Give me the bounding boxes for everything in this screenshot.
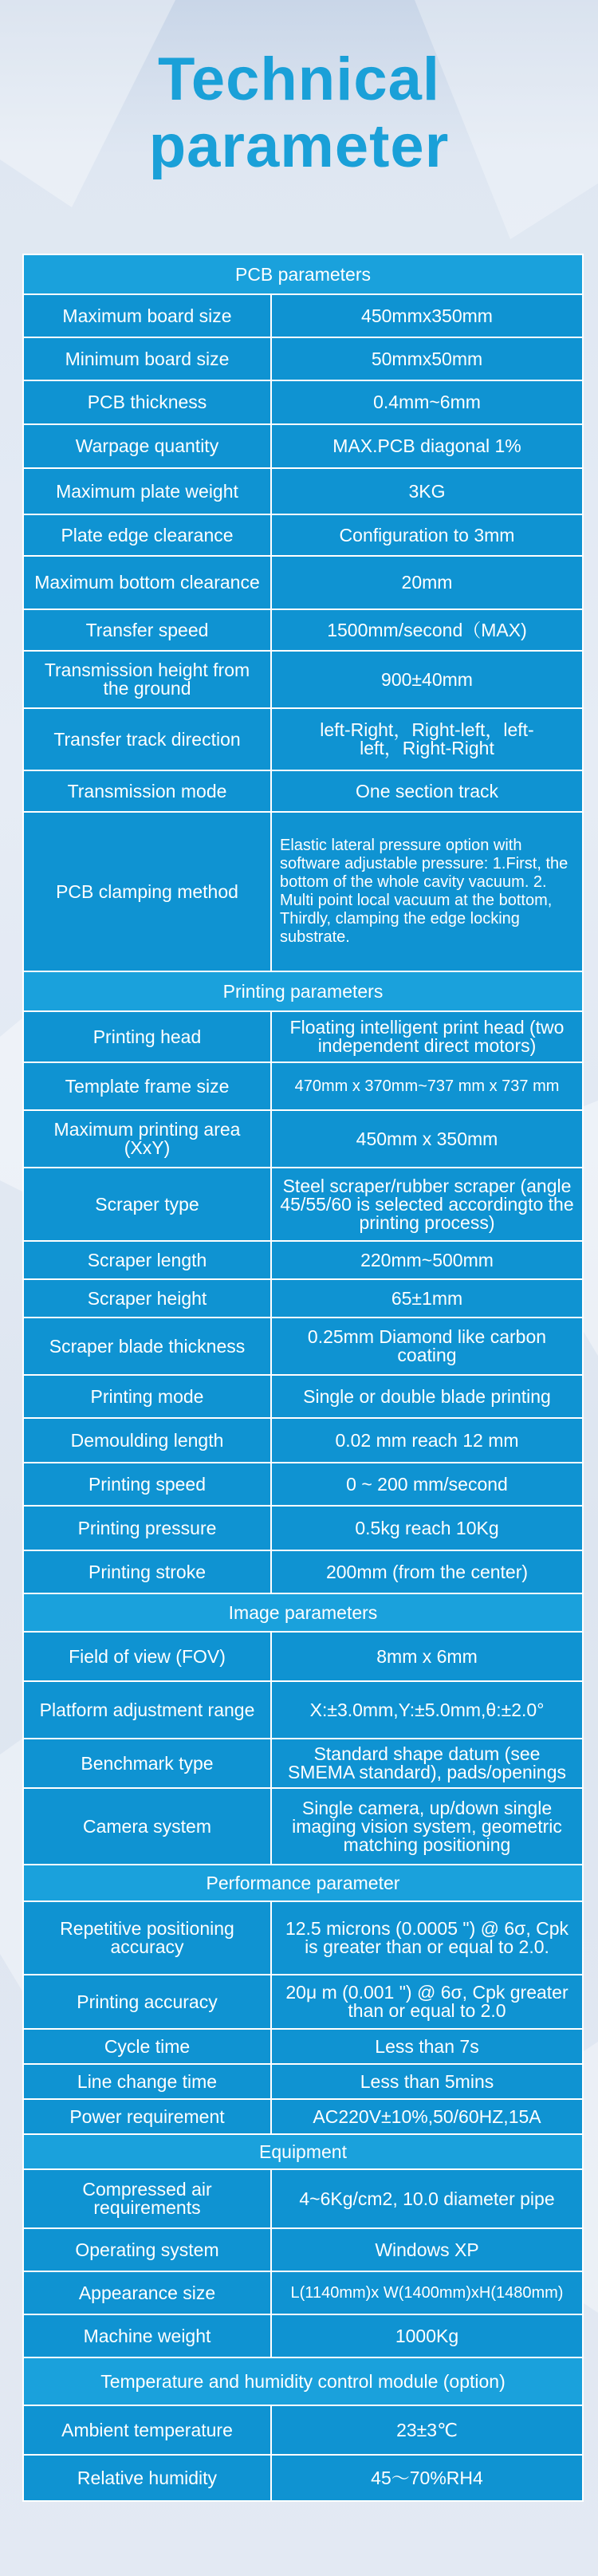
param-label: Cycle time xyxy=(24,2030,272,2063)
page-title xyxy=(0,46,598,180)
param-label: Maximum printing area (XxY) xyxy=(24,1111,272,1167)
table-row xyxy=(24,425,582,469)
section-header-equipment xyxy=(24,2135,582,2170)
table-row xyxy=(24,1682,582,1739)
param-value: 0 ~ 200 mm/second xyxy=(346,1473,508,1495)
param-value: Configuration to 3mm xyxy=(339,524,515,546)
param-value: 1500mm/second（MAX) xyxy=(327,619,527,640)
param-value: Less than 5mins xyxy=(360,2070,494,2092)
section-heading: Printing parameters xyxy=(222,980,384,1002)
param-label: Printing head xyxy=(24,1012,272,1062)
param-value: 45～70%RH4 xyxy=(371,2467,483,2488)
table-row xyxy=(24,1376,582,1419)
param-label: Ambient temperature xyxy=(24,2406,272,2454)
param-value: 0.25mm Diamond like carbon coating xyxy=(307,1326,547,1365)
param-label: Warpage quantity xyxy=(24,425,272,467)
param-value: 0.5kg reach 10Kg xyxy=(355,1517,499,1538)
param-value: 65±1mm xyxy=(391,1287,463,1309)
title-line-2: parameter xyxy=(148,112,450,180)
table-row xyxy=(24,1063,582,1111)
table-row xyxy=(24,1463,582,1507)
param-label: Transmission mode xyxy=(24,771,272,811)
table-row xyxy=(24,1551,582,1594)
param-value: AC220V±10%,50/60HZ,15A xyxy=(313,2105,541,2127)
param-label: Printing accuracy xyxy=(24,1975,272,2028)
param-value: Less than 7s xyxy=(375,2035,479,2057)
param-label: Appearance size xyxy=(24,2272,272,2314)
param-label: Power requirement xyxy=(24,2100,272,2133)
param-label: Scraper height xyxy=(24,1280,272,1317)
section-heading: PCB parameters xyxy=(234,263,371,285)
param-label: PCB clamping method xyxy=(24,813,272,971)
param-label: Maximum board size xyxy=(24,295,272,337)
param-value: 20μ m (0.001 ") @ 6σ, Cpk greater than or equal to 2.0 xyxy=(285,1982,568,2021)
parameter-table xyxy=(22,254,584,2502)
table-row xyxy=(24,610,582,652)
param-label: Field of view (FOV) xyxy=(24,1633,272,1680)
table-row xyxy=(24,557,582,610)
param-value: 12.5 microns (0.0005 ") @ 6σ, Cpk is greater than or equal to 2.0. xyxy=(285,1918,569,1957)
param-value: X:±3.0mm,Y:±5.0mm,θ:±2.0° xyxy=(309,1699,545,1720)
table-row xyxy=(24,1318,582,1376)
param-label: Benchmark type xyxy=(24,1739,272,1787)
table-row xyxy=(24,2030,582,2065)
param-value: 470mm x 370mm~737 mm x 737 mm xyxy=(294,1077,560,1095)
table-row xyxy=(24,652,582,709)
param-value: 1000Kg xyxy=(395,2325,459,2346)
param-value: 23±3℃ xyxy=(396,2419,458,2440)
table-row xyxy=(24,1902,582,1975)
param-value: One section track xyxy=(356,780,498,802)
section-heading: Image parameters xyxy=(228,1601,378,1623)
param-value: 50mmx50mm xyxy=(371,348,483,369)
param-label: Transmission height from the ground xyxy=(24,652,272,707)
param-value: 8mm x 6mm xyxy=(376,1645,478,1667)
param-value: 4~6Kg/cm2, 10.0 diameter pipe xyxy=(299,2188,555,2209)
table-row xyxy=(24,1975,582,2030)
table-row xyxy=(24,2272,582,2315)
param-label: Template frame size xyxy=(24,1063,272,1109)
table-row xyxy=(24,771,582,813)
param-value: 900±40mm xyxy=(381,668,473,690)
param-value: Floating intelligent print head (two independent direct motors) xyxy=(289,1017,565,1056)
param-label: Transfer track direction xyxy=(24,709,272,770)
table-row xyxy=(24,1739,582,1789)
title-line-1: Technical xyxy=(158,45,440,113)
param-value: MAX.PCB diagonal 1% xyxy=(332,435,521,456)
param-value: Steel scraper/rubber scraper (angle 45/55/60 is selected accordingto the printing process) xyxy=(280,1175,574,1233)
param-label: Transfer speed xyxy=(24,610,272,650)
param-value: 3KG xyxy=(408,480,446,502)
param-value: Single or double blade printing xyxy=(303,1385,551,1407)
param-label: Machine weight xyxy=(24,2315,272,2357)
section-header-image xyxy=(24,1594,582,1633)
param-label: Relative humidity xyxy=(24,2456,272,2500)
param-label: Printing pressure xyxy=(24,1507,272,1550)
param-label: Operating system xyxy=(24,2229,272,2271)
table-row xyxy=(24,709,582,771)
section-header-printing xyxy=(24,972,582,1012)
table-row xyxy=(24,2100,582,2135)
table-row xyxy=(24,2406,582,2456)
param-label: Repetitive positioning accuracy xyxy=(24,1902,272,1974)
param-label: Maximum bottom clearance xyxy=(24,557,272,609)
table-row xyxy=(24,1633,582,1682)
param-label: Plate edge clearance xyxy=(24,515,272,555)
param-label: Printing mode xyxy=(24,1376,272,1417)
param-label: Compressed air requirements xyxy=(24,2170,272,2227)
param-label: Maximum plate weight xyxy=(24,469,272,514)
param-label: Scraper type xyxy=(24,1168,272,1240)
param-value: Windows XP xyxy=(375,2239,479,2260)
param-value: Elastic lateral pressure option with software adjustable pressure: 1.First, the bottom of the whole cavity vacuum. 2. Multi point local vacuum at the bottom, Thirdly, clamping the edge locking substrate. xyxy=(280,837,568,946)
param-label: Platform adjustment range xyxy=(24,1682,272,1738)
table-row xyxy=(24,1242,582,1280)
table-row xyxy=(24,1419,582,1463)
param-value: 200mm (from the center) xyxy=(325,1561,529,1582)
param-value: L(1140mm)x W(1400mm)xH(1480mm) xyxy=(290,2283,564,2302)
table-row xyxy=(24,469,582,515)
table-row xyxy=(24,2065,582,2100)
table-row xyxy=(24,2229,582,2272)
param-label: Camera system xyxy=(24,1789,272,1864)
table-row xyxy=(24,1111,582,1168)
param-value: 20mm xyxy=(401,572,453,593)
table-row xyxy=(24,1507,582,1551)
param-value: Single camera, up/down single imaging vision system, geometric matching positioning xyxy=(292,1797,562,1855)
table-row xyxy=(24,295,582,338)
section-header-temperature-humidity xyxy=(24,2358,582,2406)
table-row xyxy=(24,2170,582,2229)
param-value: Standard shape datum (see SMEMA standard), pads/openings xyxy=(287,1743,567,1782)
param-label: Printing speed xyxy=(24,1463,272,1505)
param-label: Scraper length xyxy=(24,1242,272,1278)
section-heading: Temperature and humidity control module (option) xyxy=(100,2370,506,2392)
param-value: left-Right，Right-left，left-left，Right-Right xyxy=(320,719,534,758)
param-label: PCB thickness xyxy=(24,381,272,423)
table-row xyxy=(24,381,582,425)
param-value: 220mm~500mm xyxy=(360,1249,494,1270)
param-label: Demoulding length xyxy=(24,1419,272,1462)
table-row xyxy=(24,2456,582,2500)
param-value: 0.4mm~6mm xyxy=(373,392,481,412)
table-row xyxy=(24,338,582,381)
param-value: 0.02 mm reach 12 mm xyxy=(335,1429,519,1451)
table-row xyxy=(24,1789,582,1865)
param-label: Minimum board size xyxy=(24,338,272,380)
table-row xyxy=(24,1012,582,1063)
param-label: Line change time xyxy=(24,2065,272,2098)
table-row xyxy=(24,813,582,972)
param-value: 450mm x 350mm xyxy=(356,1128,498,1149)
table-row xyxy=(24,1280,582,1318)
section-header-pcb xyxy=(24,255,582,295)
section-heading: Equipment xyxy=(259,2141,347,2162)
section-header-performance xyxy=(24,1865,582,1902)
table-row xyxy=(24,515,582,557)
param-label: Printing stroke xyxy=(24,1551,272,1593)
section-heading: Performance parameter xyxy=(206,1872,400,1893)
param-value: 450mmx350mm xyxy=(361,305,493,326)
param-label: Scraper blade thickness xyxy=(24,1318,272,1374)
table-row xyxy=(24,1168,582,1242)
table-row xyxy=(24,2315,582,2358)
